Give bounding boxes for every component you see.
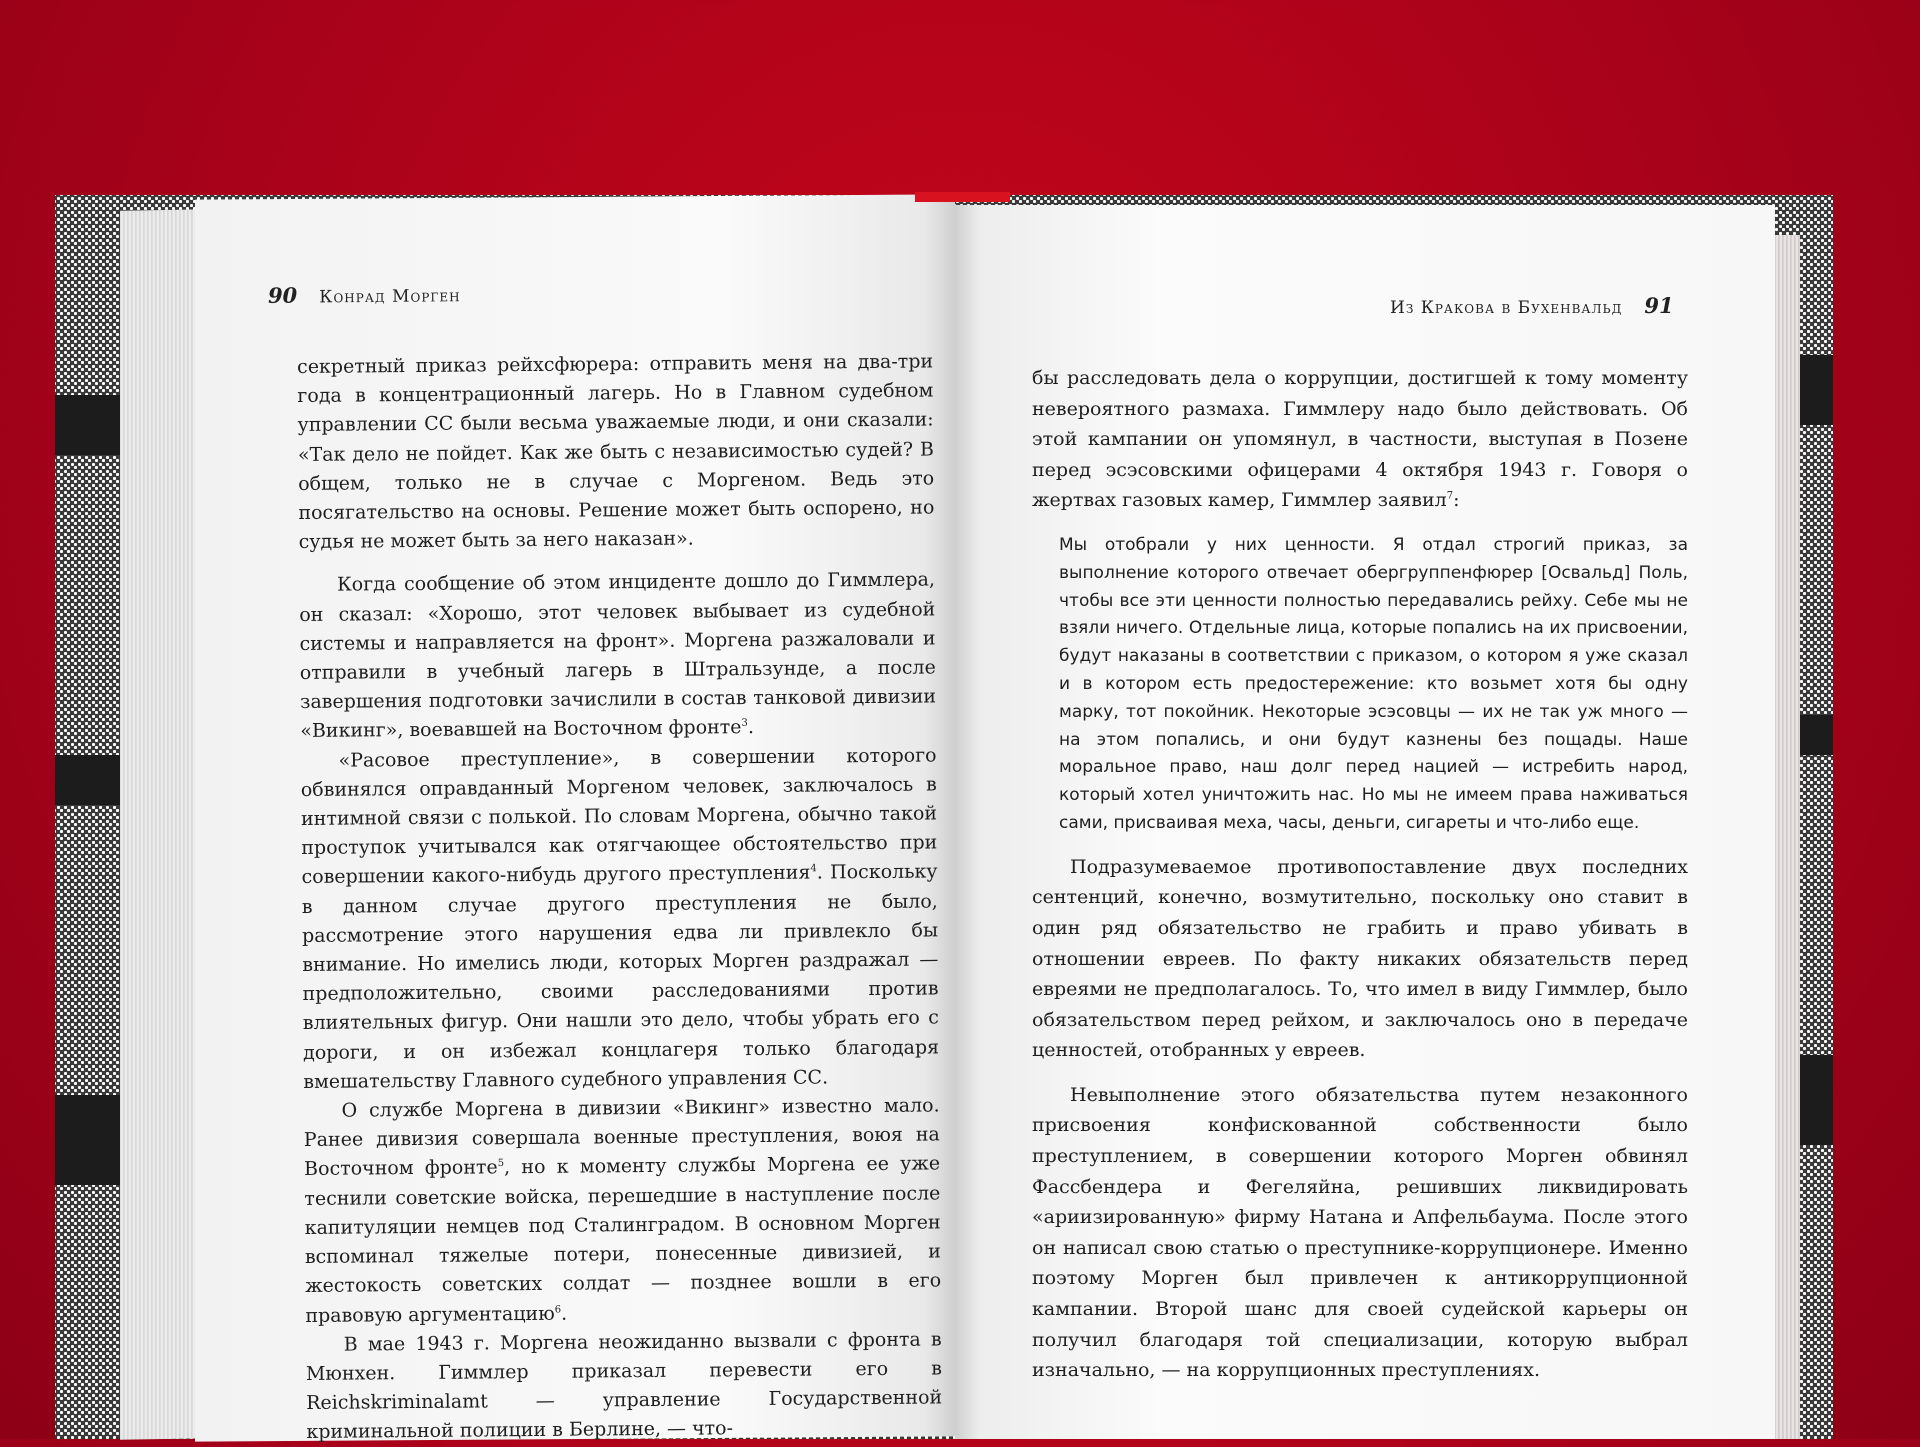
right-page-number: 91 [1644,293,1674,318]
paragraph-text: «Расовое преступление», в совершении которого обвинялся оправданный Моргеном человек, заключалось в интимной связи с полькой. По словам Моргена, обычно такой проступок учитывался как отягчающее обстоятельство при совершении какого-нибудь другого преступления [300,744,938,889]
paragraph: В мае 1943 г. Моргена неожиданно вызвали с фронта в Мюнхен. Гиммлер приказал перевести его в Reichskriminalamt — управление Государственной криминальной полиции в Берлине, — что- [305,1328,943,1444]
paragraph: Когда сообщение об этом инциденте дошло до Гиммлера, он сказал: «Хорошо, этот человек выбывает из судебной системы и направляется на фронт». Моргена разжаловали и отправили в учебный лагерь в Штральзунде, а после завершения подготовки зачислили в состав танковой дивизии «Викинг», воевавшей на Восточном фронте$^3$. [299,568,937,743]
paragraph-text: Когда сообщение об этом инциденте дошло до Гиммлера, он сказал: «Хорошо, этот человек выбывает из судебной системы и направляется на фронт». Моргена разжаловали и отправили в учебный лагерь в Штральзунде, а после завершения подготовки зачислили в состав танковой дивизии «Викинг», воевавшей на Восточном фронте [299,568,937,743]
left-running-title: Конрад Морген [319,286,461,308]
paragraph: О службе Моргена в дивизии «Викинг» известно мало. Ранее дивизия совершала военные преступления, воюя на Восточном фронте$^5$, но к моменту службы Моргена ее уже теснили советские войска, перешедшие в наступление после капитуляции немцев под Сталинградом. В основном Морген вспоминал тяжелые потери, понесенные дивизией, и жестокость советских солдат — позднее вошли в его правовую аргументацию$^6$. [303,1094,942,1327]
block-quote: Мы отобрали у них ценности. Я отдал строгий приказ, за выполнение которого отвечает обергруппенфюрер [Освальд] Поль, чтобы все эти ценности полностью передавались рейху. Себе мы не взяли ничего. Отдельные лица, которые попались на их присвоении, будут наказаны в соответствии с приказом, о котором я уже сказал и в котором есть предостережение: кто возьмет хотя бы одну марку, тот покойник. Некоторые эсэсовцы — их не так уж много — на этом попались, и они будут казнены без пощады. Наше моральное право, наш долг перед нацией — истребить народ, который хотел уничтожить нас. Но мы не имеем права наживаться сами, присваивая меха, часы, деньги, сигареты и что-либо еще. [1059,534,1688,833]
left-running-head [268,281,461,308]
left-page-number: 90 [267,282,298,308]
paragraph-text: . Поскольку в данном случае другого преступления не было, рассмотрение этого нарушения едва ли привлекло бы внимание. Но имелись люди, которых Морген раздражал — предположительно, своими расследованиями против влиятельных фигур. Они нашли это дело, чтобы убрать его с дороги, и он избежал концлагеря только благодаря вмешательству Главного судебного управления СС. [301,860,940,1093]
paragraph [1032,363,1688,516]
footnote-ref: 4 [810,863,817,875]
right-running-head [1390,293,1674,318]
paragraph-text: О службе Моргена в дивизии «Викинг» известно мало. Ранее дивизия совершала военные преступления, воюя на Восточном фронте [303,1094,940,1181]
paragraph: секретный приказ рейхсфюрера: отправить меня на два-три года в концентрационный лагерь. Но в Главном судебном управлении СС были весьма уважаемые люди, и они сказали: «Так дело не пойдет. Как же быть с независимостью судей? В общем, только не в случае с Моргеном. Ведь это посягательство на основы. Решение может быть оспорено, но судья не может быть за него наказан». [297,350,935,554]
footnote-ref: 3 [741,718,748,730]
paragraph-text: бы расследовать дела о коррупции, достигшей к тому моменту невероятного размаха. Гиммлеру надо было действовать. Об этой кампании он упомянул, в частности, выступая в Позене перед эсэсовскими офицерами 4 октября 1943 г. Говоря о жертвах газовых камер, Гиммлер заявил [1032,367,1688,512]
paragraph [300,741,939,1097]
spine-headband [915,192,1010,202]
left-page-text [297,347,943,1447]
paragraph-text: , но к моменту службы Моргена ее уже теснили советские войска, перешедшие в наступление после капитуляции немцев под Сталинградом. В основном Морген вспоминал тяжелые потери, понесенные дивизией, и жестокость советских солдат — позднее вошли в его правовую аргументацию [304,1152,942,1327]
right-page-text [1032,363,1688,1386]
footnote-ref: 7 [1446,491,1454,503]
footnote-ref: 6 [554,1303,562,1315]
footnote-ref: 5 [497,1158,505,1170]
paragraph: Невыполнение этого обязательства путем незаконного присвоения конфискованной собственности было преступлением, в совершении которого Морген обвинял Фассбендера и Фегеляйна, решивших ликвидировать «ариизированную» фирму Натана и Апфельбаума. После этого он написал свою статью о преступнике-коррупционере. Именно поэтому Морген был привлечен к антикоррупционной кампании. Второй шанс для своей судейской карьеры он получил благодаря той специализации, которую выбрал изначально, — на коррупционных преступлениях. [1032,1083,1688,1382]
paragraph: Подразумеваемое противопоставление двух последних сентенций, конечно, возмутительно, поскольку оно ставит в один ряд обязательство не грабить и право убивать в отношении евреев. По факту никаких обязательств перед евреями не предполагалось. То, что имел в виду Гиммлер, было обязательством перед рейхом, и заключалось оно в передаче ценностей, отобранных у евреев. [1032,855,1688,1062]
right-running-title: Из Кракова в Бухенвальд [1390,298,1623,318]
paragraph-text: : [1453,489,1460,512]
